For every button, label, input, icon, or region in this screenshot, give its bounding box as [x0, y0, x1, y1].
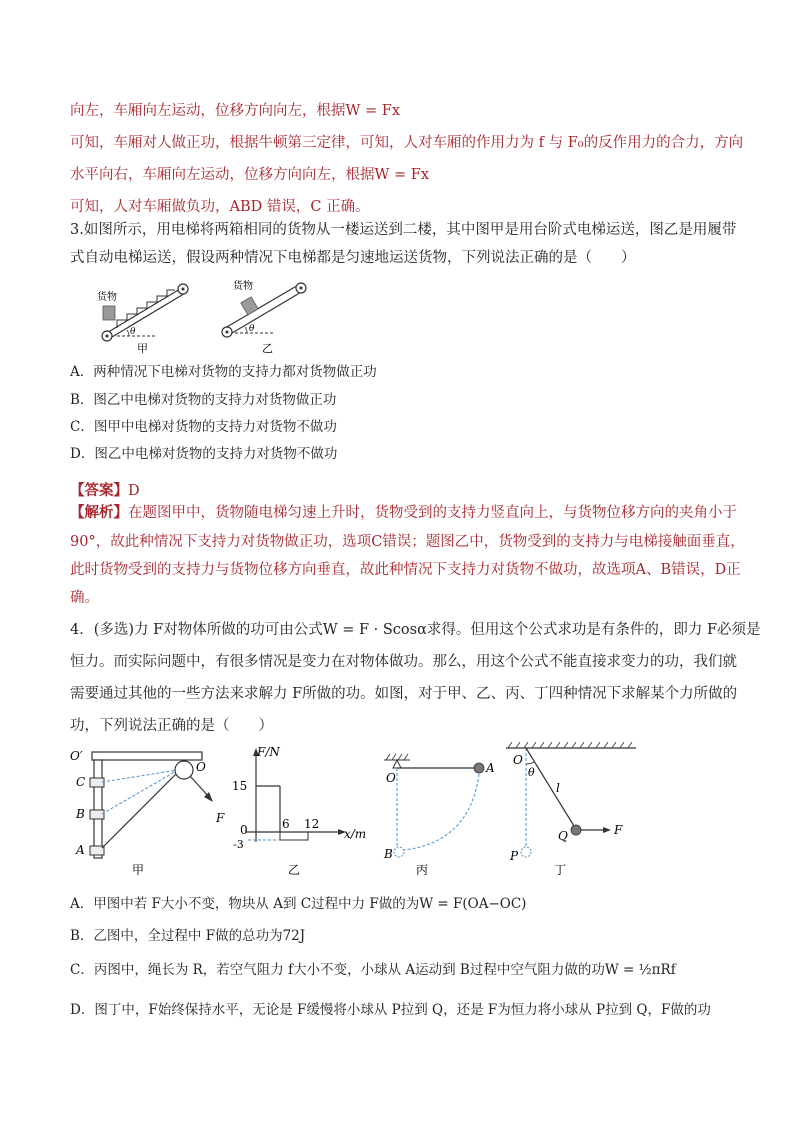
tick-12: 12: [304, 817, 320, 831]
cargo-label: 货物: [233, 281, 253, 292]
caption-yi: 乙: [288, 863, 301, 877]
label-O: O: [196, 760, 206, 774]
tick-6: 6: [282, 817, 290, 831]
label-F: F: [614, 823, 623, 837]
q3-analysis-1: [70, 503, 737, 523]
q3-option-a: A．两种情况下电梯对货物的支持力都对货物做正功: [70, 364, 377, 380]
label-B: B: [76, 807, 85, 821]
q3-option-c: C．图甲中电梯对货物的支持力对货物不做功: [70, 419, 337, 435]
q4-stem-4: 功，下列说法正确的是（ ）: [70, 718, 273, 734]
figure-jia: [70, 749, 225, 877]
answer-tag: 【答案】: [70, 482, 128, 499]
q3-analysis-3: 此时货物受到的支持力与货物位移方向垂直，故此种情况下支持力对货物不做功，故选项A、B错误，D正: [70, 562, 741, 578]
label-A: A: [76, 843, 85, 857]
q3-option-b: B．图乙中电梯对货物的支持力对货物做正功: [70, 392, 337, 408]
prev-line-4: 可知，人对车厢做负功，ABD 错误，C 正确。: [70, 199, 370, 215]
tick-neg3: -3: [233, 838, 244, 851]
analysis-text: 在题图甲中，货物随电梯匀速上升时，货物受到的支持力竖直向上，与货物位移方向的夹角小于: [128, 505, 737, 521]
ball-icon: [571, 825, 581, 835]
tick-0: 0: [240, 823, 248, 837]
q4-option-c: C．丙图中，绳长为 R，若空气阻力 f大小不变，小球从 A运动到 B过程中空气阻力做的功W = ½πRf: [70, 962, 676, 978]
caption-ding: 丁: [554, 863, 567, 877]
caption-jia: 甲: [137, 342, 148, 355]
prev-line-1: 向左，车厢向左运动，位移方向向左，根据W = Fx: [70, 103, 401, 119]
figure-bing: [383, 754, 495, 877]
label-O-prime: O′: [70, 749, 83, 763]
elevator-yi: [222, 279, 306, 355]
label-theta: θ: [528, 766, 535, 779]
q3-option-d: D．图乙中电梯对货物的支持力对货物不做功: [70, 446, 338, 462]
q4-stem-1: 4．(多选)力 F对物体所做的功可由公式W = F · Scosα求得。但用这个公式求功是有条件的，即力 F必须是: [70, 622, 761, 638]
q3-stem-1: 3.如图所示，用电梯将两箱相同的货物从一楼运送到二楼，其中图甲是用台阶式电梯运送，图乙是用履带: [70, 222, 737, 238]
theta-label: θ: [130, 327, 136, 337]
y-axis-label: F/N: [257, 745, 280, 759]
label-O: O: [386, 771, 396, 785]
label-A: A: [486, 761, 495, 775]
q4-option-d: D．图丁中，F始终保持水平，无论是 F缓慢将小球从 P拉到 Q，还是 F为恒力将小球从 P拉到 Q，F做的功: [70, 1002, 711, 1018]
q3-analysis-2: 90°，故此种情况下支持力对货物做正功，选项C错误；题图乙中，货物受到的支持力与电梯接触面垂直，: [70, 534, 745, 550]
caption-yi: 乙: [262, 342, 273, 355]
caption-jia: 甲: [132, 863, 145, 877]
elevator-jia: [97, 284, 188, 355]
label-O: O: [513, 753, 523, 767]
q3-analysis-4: 确。: [70, 590, 99, 606]
cargo-box: [241, 297, 258, 315]
cargo-box: [103, 306, 115, 320]
q4-stem-2: 恒力。而实际问题中，有很多情况是变力在对物体做功。那么，用这个公式不能直接求变力的功，我们就: [70, 654, 737, 670]
q3-stem-2: 式自动电梯运送，假设两种情况下电梯都是匀速地运送货物，下列说法正确的是（ ）: [70, 250, 636, 266]
q4-option-a: A．甲图中若 F大小不变，物块从 A到 C过程中力 F做的为W = F(OA−OC): [70, 896, 527, 912]
label-Q: Q: [558, 829, 568, 843]
q4-figure: [70, 742, 650, 887]
theta-label: θ: [249, 324, 255, 334]
label-l: l: [556, 781, 560, 795]
q4-stem-3: 需要通过其他的一些方法来求解力 F所做的功。如图，对于甲、乙、丙、丁四种情况下求解某个力所做的: [70, 686, 738, 702]
analysis-tag: 【解析】: [70, 504, 128, 521]
q3-answer: [70, 481, 140, 501]
label-B: B: [384, 847, 393, 861]
caption-bing: 丙: [416, 863, 429, 877]
cargo-label: 货物: [97, 292, 117, 303]
figure-yi: [232, 745, 366, 877]
figure-ding: [506, 742, 636, 877]
label-C: C: [76, 775, 86, 789]
tick-15: 15: [232, 779, 248, 793]
label-P: P: [510, 849, 519, 863]
q3-elevator-figure: [95, 276, 325, 356]
prev-line-3: 水平向右，车厢向左运动，位移方向向左，根据W = Fx: [70, 167, 430, 183]
answer-value: D: [128, 483, 140, 499]
prev-line-2: 可知，车厢对人做正功，根据牛顿第三定律，可知，人对车厢的作用力为 f 与 F₀的反作用力的合力，方向: [70, 135, 744, 151]
q4-option-b: B．乙图中，全过程中 F做的总功为72J: [70, 928, 306, 944]
ball-icon: [474, 763, 484, 773]
label-F: F: [216, 811, 225, 825]
x-axis-label: x/m: [344, 827, 367, 841]
